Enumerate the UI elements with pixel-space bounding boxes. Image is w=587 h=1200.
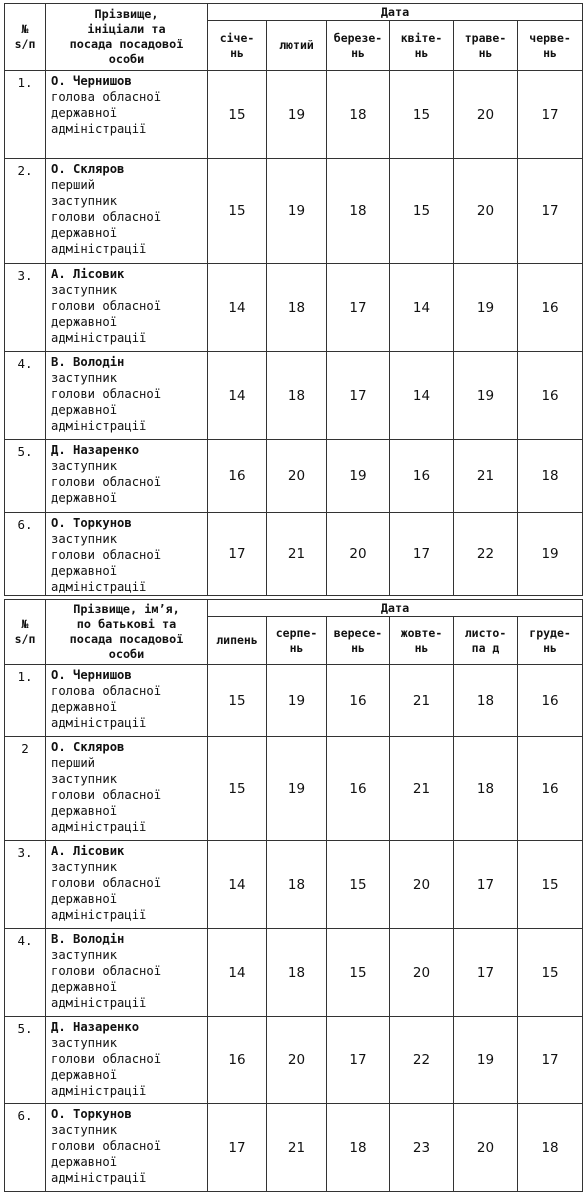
month-header: серпе- нь	[267, 617, 327, 665]
row-number: 5.	[5, 440, 46, 513]
table-header-row	[5, 4, 583, 21]
official-cell	[46, 159, 208, 264]
date-value-cell: 16	[208, 440, 267, 513]
date-value-cell: 15	[208, 665, 267, 737]
date-value-cell: 17	[518, 1017, 583, 1104]
date-value-cell: 16	[518, 665, 583, 737]
row-number: 5.	[5, 1017, 46, 1104]
date-value-cell: 20	[267, 1017, 327, 1104]
date-value-cell: 15	[390, 159, 454, 264]
column-header-number: № s/п	[5, 600, 46, 665]
table-header-row	[5, 600, 583, 617]
date-value-cell: 14	[390, 264, 454, 352]
official-name: Д. Назаренко	[51, 1020, 140, 1034]
row-number: 2	[5, 737, 46, 841]
row-number: 4.	[5, 352, 46, 440]
official-position: перший заступник голови обласної державної адміністрації	[51, 756, 162, 834]
row-number: 6.	[5, 513, 46, 596]
date-value-cell: 17	[327, 264, 390, 352]
month-header: груде- нь	[518, 617, 583, 665]
date-value-cell: 18	[518, 440, 583, 513]
schedule-table-jan-jun	[4, 3, 583, 596]
month-header: квіте- нь	[390, 21, 454, 71]
date-value-cell: 19	[267, 665, 327, 737]
date-value-cell: 19	[454, 264, 518, 352]
date-value-cell: 20	[390, 841, 454, 929]
official-name: О. Чернишов	[51, 668, 132, 682]
table-row	[5, 1104, 583, 1192]
date-value-cell: 21	[390, 665, 454, 737]
month-header: жовте- нь	[390, 617, 454, 665]
date-value-cell: 23	[390, 1104, 454, 1192]
month-header: листо- па д	[454, 617, 518, 665]
row-number: 4.	[5, 929, 46, 1017]
official-position: голова обласної державної адміністрації	[51, 684, 162, 730]
official-position: заступник голови обласної державної адміністрації	[51, 1036, 162, 1098]
date-value-cell: 20	[390, 929, 454, 1017]
official-cell	[46, 264, 208, 352]
date-value-cell: 14	[208, 841, 267, 929]
date-value-cell: 14	[208, 929, 267, 1017]
date-value-cell: 18	[454, 737, 518, 841]
official-position: заступник голови обласної державної	[51, 459, 162, 505]
date-value-cell: 17	[208, 513, 267, 596]
date-value-cell: 18	[267, 929, 327, 1017]
date-value-cell: 20	[454, 1104, 518, 1192]
table-row	[5, 71, 583, 159]
column-header-name-position: Прізвище, ініціали та посада посадової особи	[46, 4, 208, 71]
official-cell	[46, 841, 208, 929]
table-row	[5, 929, 583, 1017]
date-value-cell: 14	[208, 264, 267, 352]
date-value-cell: 14	[208, 352, 267, 440]
month-header: черве- нь	[518, 21, 583, 71]
date-value-cell: 16	[390, 440, 454, 513]
table-row	[5, 352, 583, 440]
official-cell	[46, 665, 208, 737]
date-value-cell: 15	[208, 71, 267, 159]
date-value-cell: 18	[518, 1104, 583, 1192]
table-body	[5, 665, 583, 1192]
official-name: О. Торкунов	[51, 516, 132, 530]
date-value-cell: 17	[518, 71, 583, 159]
row-number: 6.	[5, 1104, 46, 1192]
row-number: 1.	[5, 71, 46, 159]
date-value-cell: 22	[454, 513, 518, 596]
date-value-cell: 15	[327, 841, 390, 929]
official-cell	[46, 513, 208, 596]
date-value-cell: 15	[327, 929, 390, 1017]
date-value-cell: 17	[454, 841, 518, 929]
column-header-name-position: Прізвище, ім’я, по батькові та посада посадової особи	[46, 600, 208, 665]
official-cell	[46, 1104, 208, 1192]
official-position: заступник голови обласної державної адміністрації	[51, 860, 162, 922]
column-header-date: Дата	[208, 600, 583, 617]
date-value-cell: 17	[208, 1104, 267, 1192]
official-name: А. Лісовик	[51, 844, 125, 858]
official-cell	[46, 1017, 208, 1104]
date-value-cell: 15	[518, 841, 583, 929]
official-cell	[46, 929, 208, 1017]
date-value-cell: 20	[267, 440, 327, 513]
date-value-cell: 16	[208, 1017, 267, 1104]
date-value-cell: 18	[327, 159, 390, 264]
table-row	[5, 737, 583, 841]
date-value-cell: 16	[518, 737, 583, 841]
official-name: В. Володін	[51, 932, 125, 946]
column-header-date: Дата	[208, 4, 583, 21]
row-number: 3.	[5, 841, 46, 929]
official-position: заступник голови обласної державної адміністрації	[51, 1123, 162, 1185]
official-position: заступник голови обласної державної адміністрації	[51, 948, 162, 1010]
date-value-cell: 21	[454, 440, 518, 513]
table-row	[5, 841, 583, 929]
date-value-cell: 17	[390, 513, 454, 596]
date-value-cell: 22	[390, 1017, 454, 1104]
official-name: Д. Назаренко	[51, 443, 140, 457]
official-position: перший заступник голови обласної державної адміністрації	[51, 178, 162, 256]
date-value-cell: 19	[518, 513, 583, 596]
date-value-cell: 19	[267, 159, 327, 264]
column-header-number: № s/п	[5, 4, 46, 71]
date-value-cell: 16	[327, 665, 390, 737]
date-value-cell: 16	[518, 352, 583, 440]
row-number: 3.	[5, 264, 46, 352]
official-cell	[46, 352, 208, 440]
official-position: заступник голови обласної державної адміністрації	[51, 371, 162, 433]
date-value-cell: 20	[454, 159, 518, 264]
month-header: траве- нь	[454, 21, 518, 71]
month-header: вересе- нь	[327, 617, 390, 665]
table-row	[5, 264, 583, 352]
row-number: 1.	[5, 665, 46, 737]
official-cell	[46, 440, 208, 513]
date-value-cell: 16	[518, 264, 583, 352]
date-value-cell: 20	[327, 513, 390, 596]
date-value-cell: 14	[390, 352, 454, 440]
date-value-cell: 18	[267, 841, 327, 929]
table-row	[5, 1017, 583, 1104]
date-value-cell: 17	[518, 159, 583, 264]
date-value-cell: 15	[208, 737, 267, 841]
official-name: А. Лісовик	[51, 267, 125, 281]
schedule-table-jul-dec	[4, 599, 583, 1192]
official-position: заступник голови обласної державної адміністрації	[51, 283, 162, 345]
date-value-cell: 21	[390, 737, 454, 841]
date-value-cell: 15	[518, 929, 583, 1017]
official-name: О. Скляров	[51, 162, 125, 176]
date-value-cell: 21	[267, 1104, 327, 1192]
date-value-cell: 21	[267, 513, 327, 596]
month-header: лютий	[267, 21, 327, 71]
date-value-cell: 18	[267, 264, 327, 352]
date-value-cell: 18	[454, 665, 518, 737]
row-number: 2.	[5, 159, 46, 264]
date-value-cell: 16	[327, 737, 390, 841]
date-value-cell: 18	[267, 352, 327, 440]
official-position: голова обласної державної адміністрації	[51, 90, 162, 136]
official-name: О. Чернишов	[51, 74, 132, 88]
date-value-cell: 15	[208, 159, 267, 264]
date-value-cell: 18	[327, 71, 390, 159]
table-row	[5, 513, 583, 596]
table-row	[5, 159, 583, 264]
date-value-cell: 17	[454, 929, 518, 1017]
official-name: В. Володін	[51, 355, 125, 369]
official-name: О. Торкунов	[51, 1107, 132, 1121]
table-row	[5, 665, 583, 737]
official-cell	[46, 71, 208, 159]
date-value-cell: 19	[327, 440, 390, 513]
table-row	[5, 440, 583, 513]
date-value-cell: 18	[327, 1104, 390, 1192]
official-position: заступник голови обласної державної адміністрації	[51, 532, 162, 594]
date-value-cell: 19	[267, 71, 327, 159]
month-header: березе- нь	[327, 21, 390, 71]
official-name: О. Скляров	[51, 740, 125, 754]
date-value-cell: 17	[327, 352, 390, 440]
official-cell	[46, 737, 208, 841]
date-value-cell: 19	[454, 352, 518, 440]
month-header: січе- нь	[208, 21, 267, 71]
date-value-cell: 20	[454, 71, 518, 159]
date-value-cell: 19	[267, 737, 327, 841]
table-body	[5, 71, 583, 596]
month-header: липень	[208, 617, 267, 665]
date-value-cell: 19	[454, 1017, 518, 1104]
date-value-cell: 17	[327, 1017, 390, 1104]
date-value-cell: 15	[390, 71, 454, 159]
